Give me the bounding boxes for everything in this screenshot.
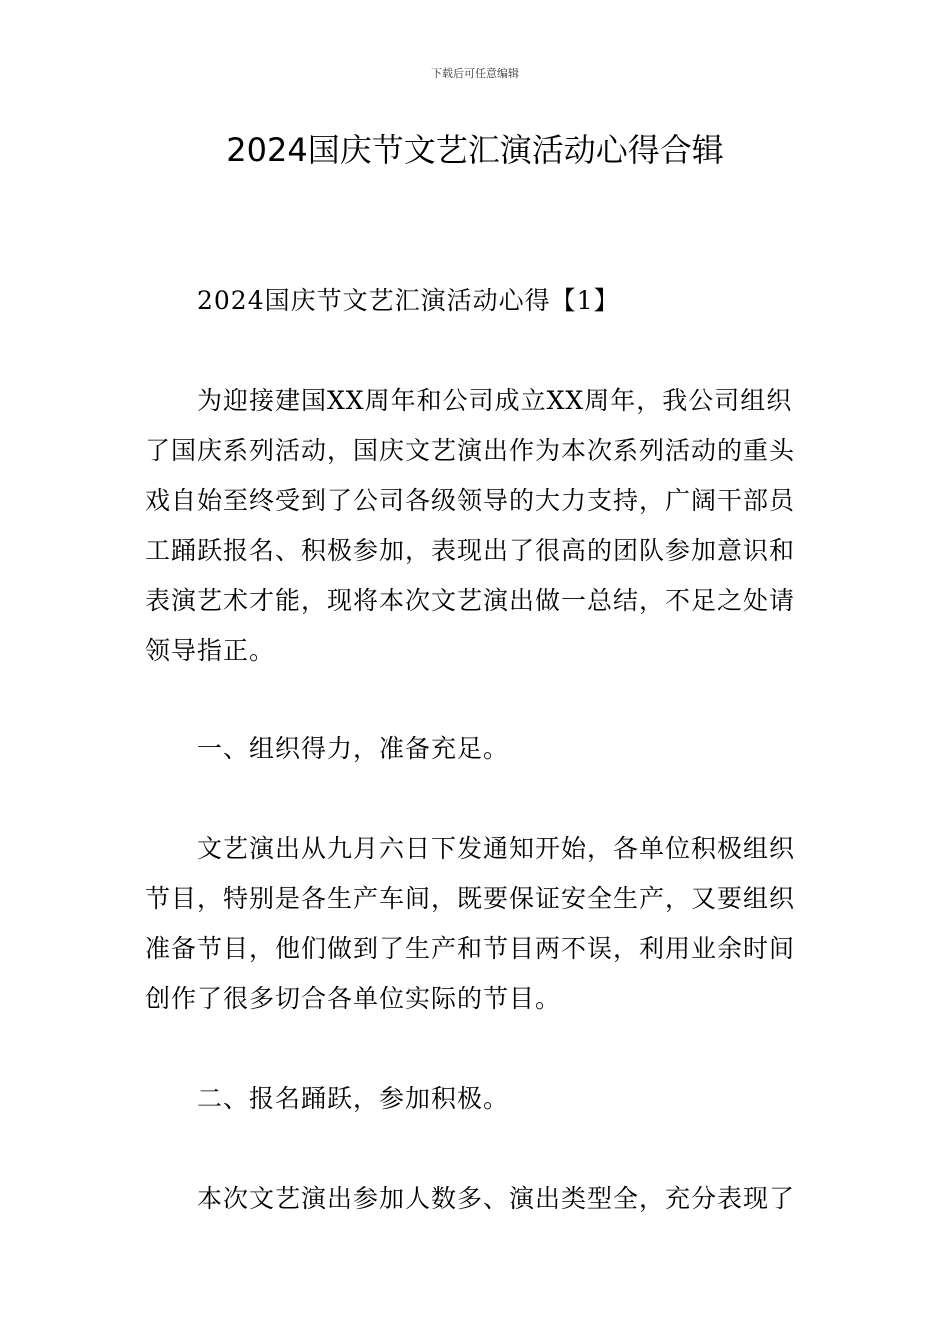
paragraph-participation: 本次文艺演出参加人数多、演出类型全，充分表现了 xyxy=(197,1184,796,1213)
document-title: 2024国庆节文艺汇演活动心得合辑 xyxy=(226,131,724,169)
paragraph-organization: 文艺演出从九月六日下发通知开始，各单位积极组织节目，特别是各生产车间，既要保证安全生产，又要组织准备节目，他们做到了生产和节目两不误，利用业余时间创作了很多切合各单位实际的节目。 xyxy=(145,834,796,1013)
section-subtitle: 2024国庆节文艺汇演活动心得【1】 xyxy=(197,286,620,315)
paragraph-intro: 为迎接建国XX周年和公司成立XX周年，我公司组织了国庆系列活动，国庆文艺演出作为本次系列活动的重头戏自始至终受到了公司各级领导的大力支持，广阔干部员工踊跃报名、积极参加，表现出了很高的团队参加意识和表演艺术才能，现将本次文艺演出做一总结，不足之处请领导指正。 xyxy=(145,386,796,665)
header-note: 下载后可任意编辑 xyxy=(431,67,519,80)
section-heading-1: 一、组织得力，准备充足。 xyxy=(197,734,510,763)
section-heading-2: 二、报名踊跃，参加积极。 xyxy=(197,1084,510,1113)
